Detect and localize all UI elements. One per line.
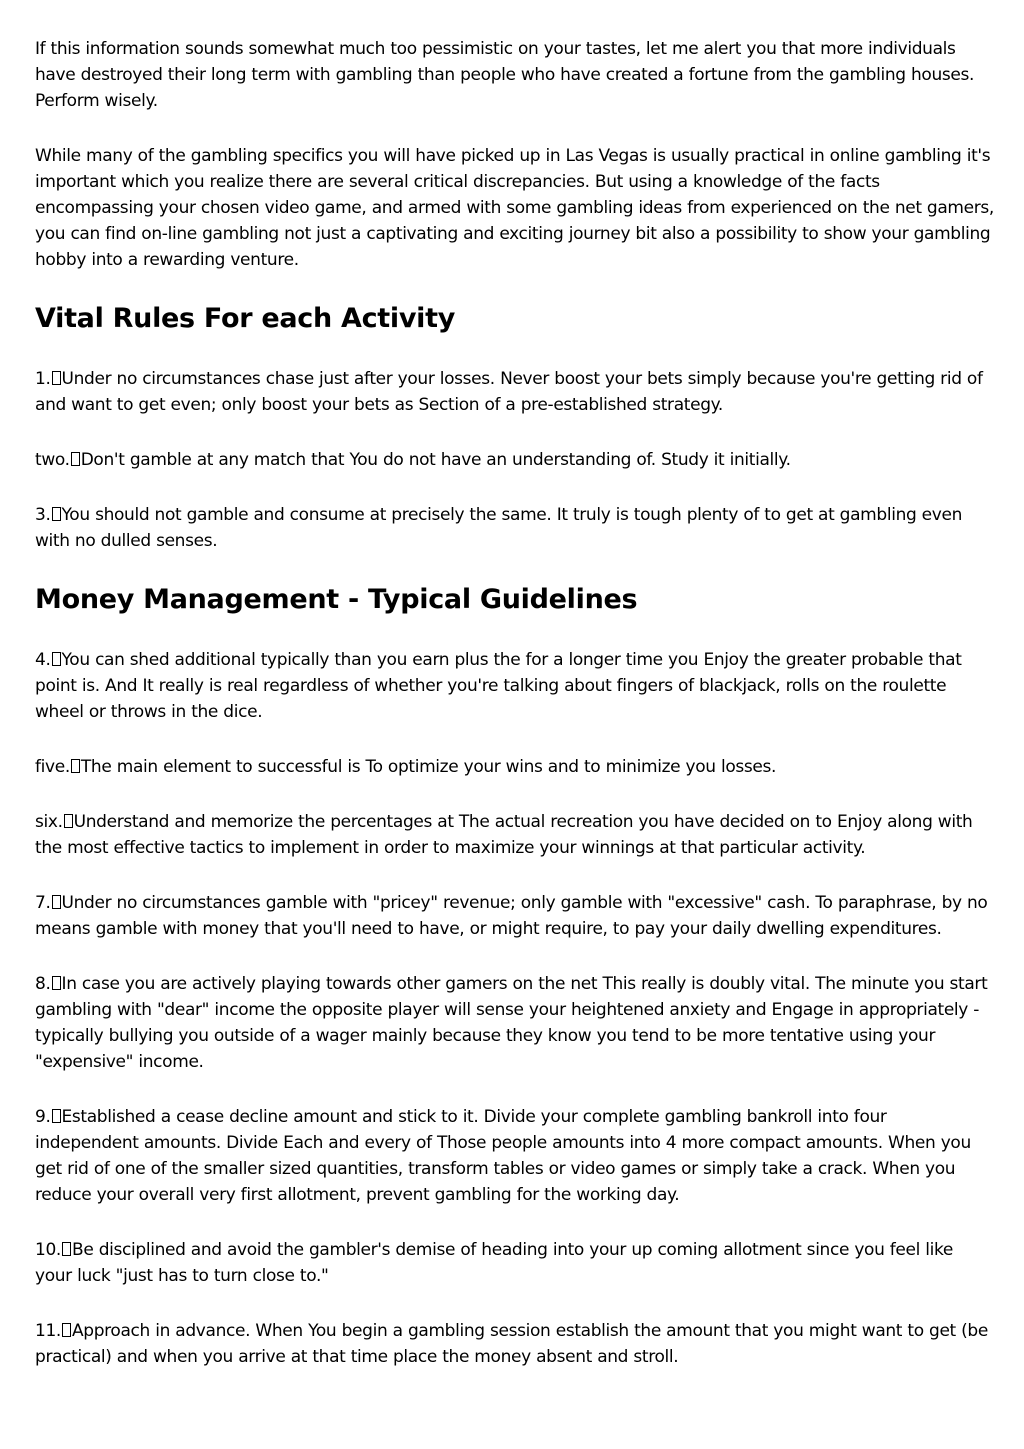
rule-lead-word: Don't: [80, 450, 125, 470]
guideline-lead-word: Under: [61, 893, 112, 913]
document-body: [35, 36, 995, 1399]
section-heading-money-management: Money Management - Typical Guidelines: [35, 584, 638, 615]
guideline-number: 8.: [35, 974, 51, 994]
guideline-text: in advance. When You begin a gambling session establish the amount that you might want to get (be practical) and when you arrive at that time place the money absent and stroll.: [35, 1321, 988, 1367]
guideline-lead-word: Be: [72, 1240, 94, 1260]
guideline-item: [35, 890, 995, 942]
rule-lead-word: You: [61, 505, 90, 525]
missing-glyph-icon: [62, 1242, 71, 1256]
guideline-text: no circumstances gamble with "pricey" revenue; only gamble with "excessive" cash. To paraphrase, by no means gamble with money that you'll need to have, or might require, to pay your daily dwelling expenditures.: [35, 893, 988, 939]
intro-paragraph-1: If this information sounds somewhat much too pessimistic on your tastes, let me alert you that more individuals have destroyed their long term with gambling than people who have created a fortune from the gambling houses. Perform wisely.: [35, 39, 975, 111]
guideline-text: can shed additional typically than you earn plus the for a longer time you Enjoy the greater probable that point is. And It really is real regardless of whether you're talking about fingers of blackjack, rolls on the roulette wheel or throws in the dice.: [35, 650, 962, 722]
guideline-lead-word: Established: [61, 1107, 156, 1127]
missing-glyph-icon: [52, 1109, 61, 1123]
guideline-number: 10.: [35, 1240, 61, 1260]
rule-item: [35, 447, 995, 473]
rule-item: [35, 366, 995, 418]
guideline-number: six.: [35, 812, 63, 832]
guideline-text: and memorize the percentages at The actual recreation you have decided on to Enjoy along with the most effective tactics to implement in order to maximize your winnings at that particular activity.: [35, 812, 973, 858]
missing-glyph-icon: [62, 1323, 71, 1337]
rule-number: 3.: [35, 505, 51, 525]
missing-glyph-icon: [52, 507, 61, 521]
guideline-text: main element to successful is To optimize your wins and to minimize you losses.: [116, 757, 777, 777]
guideline-number: 7.: [35, 893, 51, 913]
missing-glyph-icon: [52, 976, 61, 990]
missing-glyph-icon: [52, 895, 61, 909]
intro-paragraph-2: While many of the gambling specifics you will have picked up in Las Vegas is usually practical in online gambling it's important which you realize there are several critical discrepancies. But using a knowledge of the facts encompassing your chosen video game, and armed with some gambling ideas from experienced on the net gamers, you can find on-line gambling not just a captivating and exciting journey bit also a possibility to show your gambling hobby into a rewarding venture.: [35, 146, 994, 270]
guideline-item: [35, 647, 995, 725]
guideline-text: a cease decline amount and stick to it. Divide your complete gambling bankroll into four independent amounts. Divide Each and every of Those people amounts into 4 more compact amounts. When you get rid of one of the smaller sized quantities, transform tables or video games or simply take a crack. When you reduce your overall very first allotment, prevent gambling for the working day.: [35, 1107, 971, 1205]
guideline-lead-word: The: [80, 757, 112, 777]
guideline-lead-word: Understand: [73, 812, 170, 832]
guideline-item: [35, 754, 995, 780]
missing-glyph-icon: [52, 652, 61, 666]
guideline-number: 11.: [35, 1321, 61, 1341]
rule-text: no circumstances chase just after your losses. Never boost your bets simply because you're getting rid of and want to get even; only boost your bets as Section of a pre-established strategy.: [35, 369, 983, 415]
missing-glyph-icon: [71, 759, 80, 773]
guideline-item: [35, 1104, 995, 1208]
guideline-lead-word: You: [61, 650, 90, 670]
guideline-number: 4.: [35, 650, 51, 670]
rule-text: gamble at any match that You do not have an understanding of. Study it initially.: [129, 450, 791, 470]
guideline-item: [35, 971, 995, 1075]
guideline-item: [35, 1318, 995, 1370]
rule-item: [35, 502, 995, 554]
missing-glyph-icon: [71, 452, 80, 466]
guideline-text: disciplined and avoid the gambler's demise of heading into your up coming allotment since you feel like your luck "just has to turn close to.": [35, 1240, 954, 1286]
guideline-text: case you are actively playing towards other gamers on the net This really is doubly vital. The minute you start gambling with "dear" income the opposite player will sense your heightened anxiety and Engage in appropriately - typically bullying you outside of a wager mainly because they know you tend to be more tentative using your "expensive" income.: [35, 974, 988, 1072]
guideline-lead-word: Approach: [72, 1321, 150, 1341]
rule-text: should not gamble and consume at precisely the same. It truly is tough plenty of to get at gambling even with no dulled senses.: [35, 505, 963, 551]
money-management-list: [35, 647, 995, 1370]
missing-glyph-icon: [64, 814, 73, 828]
guideline-number: 9.: [35, 1107, 51, 1127]
section-heading-vital-rules: Vital Rules For each Activity: [35, 303, 456, 334]
guideline-number: five.: [35, 757, 70, 777]
missing-glyph-icon: [52, 371, 61, 385]
guideline-item: [35, 809, 995, 861]
guideline-lead-word: In: [61, 974, 77, 994]
rule-lead-word: Under: [61, 369, 112, 389]
guideline-item: [35, 1237, 995, 1289]
rule-number: two.: [35, 450, 70, 470]
rule-number: 1.: [35, 369, 51, 389]
vital-rules-list: [35, 366, 995, 554]
